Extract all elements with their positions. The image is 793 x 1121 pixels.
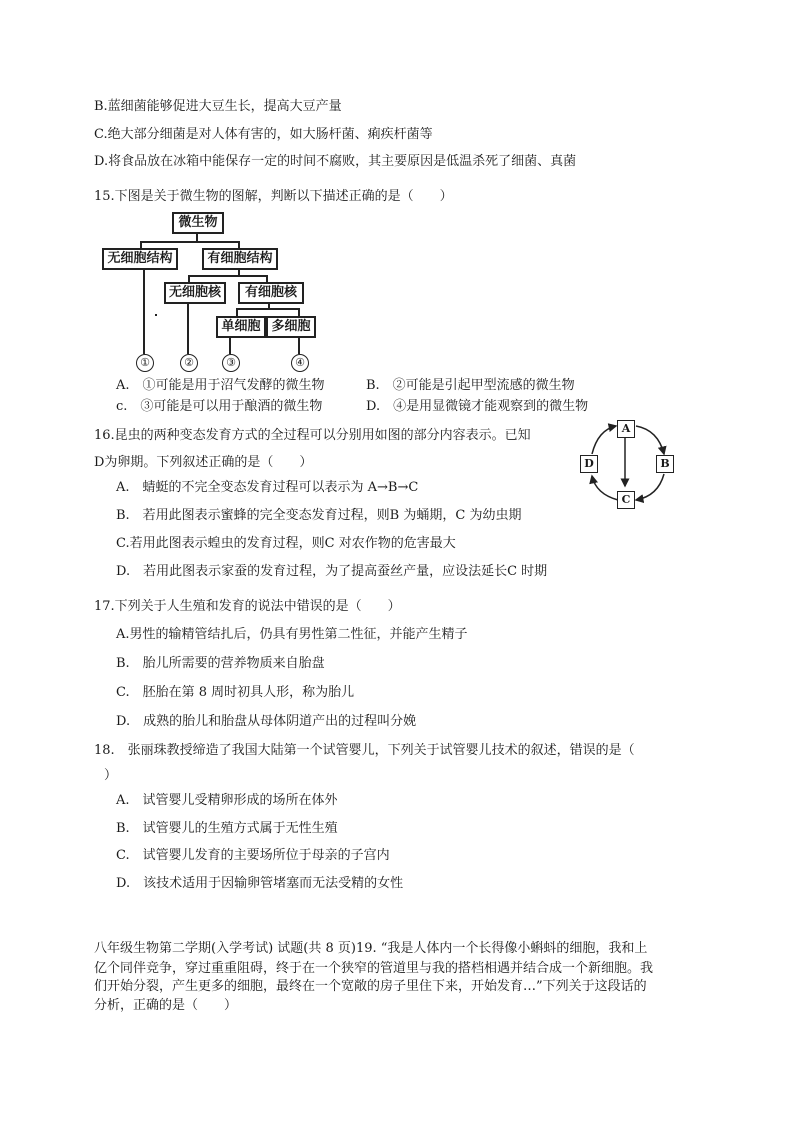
cycle-stage-a: A — [617, 420, 635, 438]
diagram-label-1: ① — [136, 354, 154, 372]
diagram-multicellular: 多细胞 — [266, 316, 316, 338]
q17-option-c: C. 胚胎在第 8 周时初具人形，称为胎儿 — [116, 685, 355, 700]
q14-option-c: C.绝大部分细菌是对人体有害的，如大肠杆菌、痢疾杆菌等 — [94, 127, 433, 142]
q19-line3: 们开始分裂，产生更多的细胞，最终在一个宽敞的房子里住下来，开始发育…”下列关于这段话的 — [94, 979, 647, 994]
q14-option-b: B.蓝细菌能够促进大豆生长，提高大豆产量 — [94, 99, 342, 114]
q17-option-d: D. 成熟的胎儿和胎盘从母体阴道产出的过程叫分娩 — [116, 714, 417, 729]
q16-option-b: B. 若用此图表示蜜蜂的完全变态发育过程，则B 为蛹期，C 为幼虫期 — [116, 508, 522, 523]
diagram-no-cell-structure: 无细胞结构 — [102, 248, 178, 270]
cycle-stage-b: B — [656, 455, 674, 473]
q18-option-c: C. 试管婴儿发育的主要场所位于母亲的子宫内 — [116, 848, 390, 863]
q15-stem: 15.下图是关于微生物的图解，判断以下描述正确的是（ ） — [94, 189, 453, 204]
q15-option-a: A. ①可能是用于沼气发酵的微生物 — [116, 378, 325, 393]
q16-option-d: D. 若用此图表示家蚕的发育过程，为了提高蚕丝产量，应设法延长C 时期 — [116, 564, 548, 579]
q19-line4: 分析，正确的是（ ） — [94, 998, 238, 1013]
q17-option-a: A.男性的输精管结扎后，仍具有男性第二性征，并能产生精子 — [116, 627, 468, 642]
diagram-has-cell-structure: 有细胞结构 — [202, 248, 278, 270]
diagram-label-3: ③ — [222, 354, 240, 372]
q16-stem-line2: D为卵期。下列叙述正确的是（ ） — [94, 455, 313, 470]
q19-line2: 亿个同伴竞争，穿过重重阻碍，终于在一个狭窄的管道里与我的搭档相遇并结合成一个新细胞。我 — [94, 961, 654, 976]
diagram-root: 微生物 — [172, 212, 224, 234]
q18-option-b: B. 试管婴儿的生殖方式属于无性生殖 — [116, 821, 338, 836]
q16-option-c: C.若用此图表示蝗虫的发育过程，则C 对农作物的危害最大 — [116, 536, 456, 551]
q14-option-d: D.将食品放在冰箱中能保存一定的时间不腐败，其主要原因是低温杀死了细菌、真菌 — [94, 154, 577, 169]
q18-stem-line1: 18. 张丽珠教授缔造了我国大陆第一个试管婴儿，下列关于试管婴儿技术的叙述，错误的是（ — [94, 743, 635, 758]
q17-option-b: B. 胎儿所需要的营养物质来自胎盘 — [116, 656, 325, 671]
q18-stem-line2: ） — [104, 768, 118, 783]
q15-option-b: B. ②可能是引起甲型流感的微生物 — [366, 378, 575, 393]
diagram-no-nucleus: 无细胞核 — [164, 282, 226, 304]
q15-option-c: c. ③可能是可以用于酿酒的微生物 — [116, 399, 323, 414]
diagram-label-4: ④ — [291, 354, 309, 372]
q16-option-a: A. 蜻蜓的不完全变态发育过程可以表示为 A→B→C — [116, 480, 419, 495]
diagram-has-nucleus: 有细胞核 — [238, 282, 304, 304]
q17-stem: 17.下列关于人生殖和发育的说法中错误的是（ ） — [94, 599, 401, 614]
diagram-label-2: ② — [180, 354, 198, 372]
q15-option-d: D. ④是用显微镜才能观察到的微生物 — [366, 399, 589, 414]
cycle-stage-c: C — [617, 491, 635, 509]
q18-option-d: D. 该技术适用于因输卵管堵塞而无法受精的女性 — [116, 876, 404, 891]
q19-line1: 八年级生物第二学期(入学考试) 试题(共 8 页)19. “我是人体内一个长得像小蝌蚪的细胞，我和上 — [94, 941, 648, 956]
diagram-unicellular: 单细胞 — [216, 316, 266, 338]
q16-stem-line1: 16.昆虫的两种变态发育方式的全过程可以分别用如图的部分内容表示。已知 — [94, 428, 531, 443]
q18-option-a: A. 试管婴儿受精卵形成的场所在体外 — [116, 793, 338, 808]
cycle-stage-d: D — [580, 455, 598, 473]
